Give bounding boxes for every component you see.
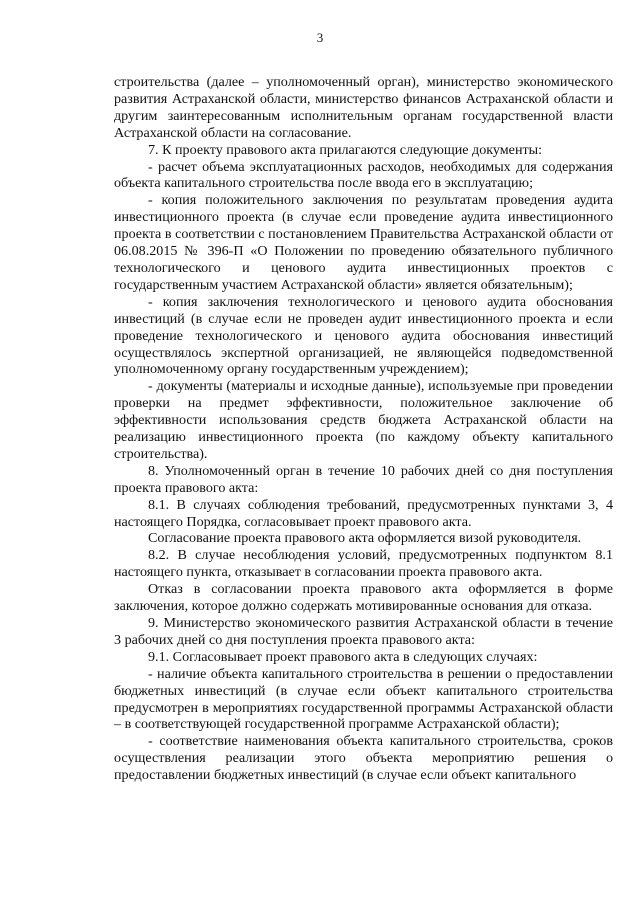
paragraph-list-item: - копия положительного заключения по результатам проведения аудита инвестиционного проекта (в случае если проведение аудита инвестиционного проекта в соответствии с постановлением Правительства Астраханской области от 06.08.2015 № 396-П «О Положении по проведению обязательного публичного технологического и ценового аудита инвестиционных проектов с государственным участием Астраханской области» является обязательным);	[114, 192, 613, 293]
paragraph-approval: Согласование проекта правового акта оформляется визой руководителя.	[148, 530, 582, 547]
paragraph-item-7: 7. К проекту правового акта прилагаются следующие документы:	[148, 141, 543, 158]
document-body	[114, 74, 613, 784]
paragraph-item-8: 8. Уполномоченный орган в течение 10 рабочих дней со дня поступления проекта правового акта:	[114, 462, 613, 496]
paragraph-continuation: строительства (далее – уполномоченный орган), министерство экономического развития Астраханской области, министерство финансов Астраханской области и другим заинтересованным исполнительным органам государственной власти Астраханской области на согласование.	[114, 74, 613, 141]
paragraph-list-item: - соответствие наименования объекта капитального строительства, сроков осуществления реализации этого объекта мероприятию решения о предоставлении бюджетных инвестиций (в случае если объект капитального	[114, 733, 613, 784]
paragraph-item-9-1: 9.1. Согласовывает проект правового акта в следующих случаях:	[148, 648, 538, 665]
paragraph-list-item: - наличие объекта капитального строительства в решении о предоставлении бюджетных инвестиций (в случае если объект капитального строительства предусмотрен в мероприятиях государственной программы Астраханской области – в соответствующей государственной программе Астраханской области);	[114, 665, 613, 733]
paragraph-item-8-1: 8.1. В случаях соблюдения требований, предусмотренных пунктами 3, 4 настоящего Порядка, согласовывает проект правового акта.	[114, 496, 613, 530]
page-number: 3	[316, 30, 324, 45]
paragraph-item-8-2: 8.2. В случае несоблюдения условий, предусмотренных подпунктом 8.1 настоящего пункта, отказывает в согласовании проекта правового акта.	[114, 547, 613, 581]
paragraph-refusal: Отказ в согласовании проекта правового акта оформляется в форме заключения, которое должно содержать мотивированные основания для отказа.	[114, 581, 613, 615]
paragraph-list-item: - расчет объема эксплуатационных расходов, необходимых для содержания объекта капитального строительства после ввода его в эксплуатацию;	[114, 158, 613, 192]
paragraph-item-9: 9. Министерство экономического развития Астраханской области в течение 3 рабочих дней со дня поступления проекта правового акта:	[114, 615, 613, 648]
paragraph-list-item: - документы (материалы и исходные данные), используемые при проведении проверки на предмет эффективности, положительное заключение об эффективности использования средств бюджета Астраханской области на реализацию инвестиционного проекта (по каждому объекту капитального строительства).	[114, 378, 613, 462]
paragraph-list-item: - копия заключения технологического и ценового аудита обоснования инвестиций (в случае если не проведен аудит инвестиционного проекта и если проведение технологического и ценового аудита обоснования инвестиций осуществлялось экспертной организацией, не являющейся подведомственной уполномоченному органу государственным учреждением);	[114, 293, 613, 378]
